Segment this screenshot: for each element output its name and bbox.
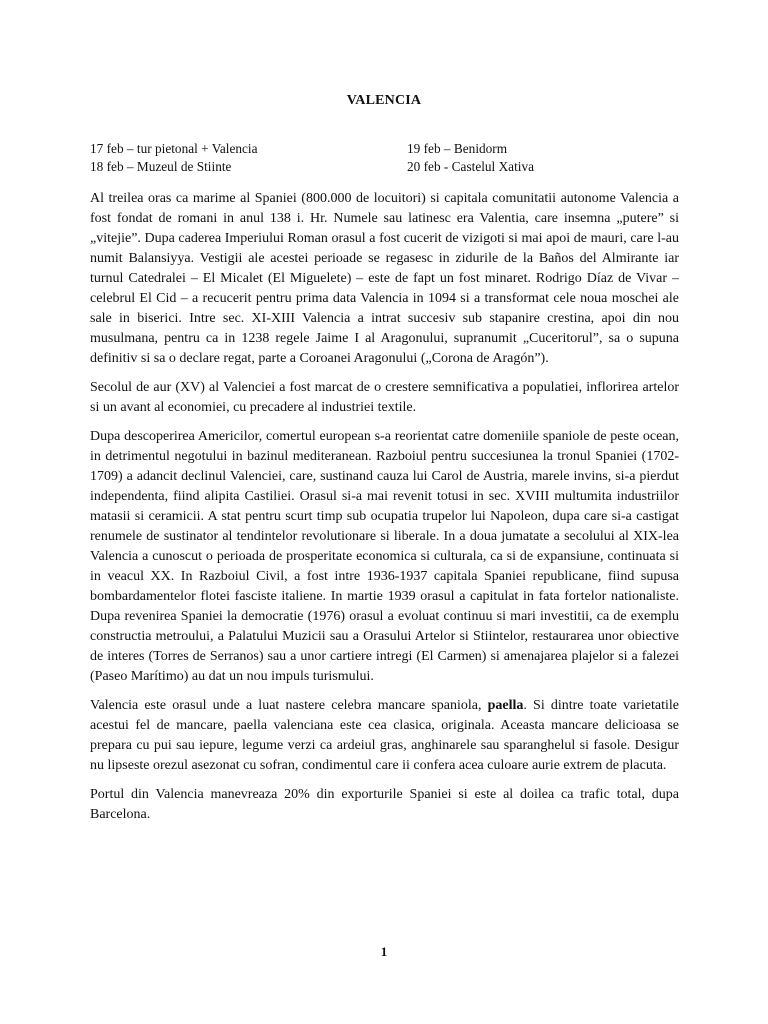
document-body [90, 189, 679, 834]
schedule-row [90, 158, 678, 176]
schedule-item: 17 feb – tur pietonal + Valencia [90, 141, 258, 156]
schedule-item: 20 feb - Castelul Xativa [407, 159, 535, 174]
page-number: 1 [380, 944, 388, 959]
paragraph-golden-age: Secolul de aur (XV) al Valenciei a fost marcat de o crestere semnificativa a populatiei, inflorirea artelor si un avant al economiei, cu precadere al industriei textile. [90, 380, 679, 415]
paragraph-history: Al treilea oras ca marime al Spaniei (800.000 de locuitori) si capitala comunitatii autonome Valencia a fost fondat de romani in anul 138 i. Hr. Numele sau latinesc era Valentia, care insemna „putere” si „vitejie”. Dupa caderea Imperiului Roman orasul a fost cucerit de vizigoti si mai apoi de mauri, care l-au numit Balansiyya. Vestigii ale acestei perioade se regasesc in zidurile de la Baños del Almirante iar turnul Catedralei – El Micalet (El Miguelete) – este de fapt un fost minaret. Rodrigo Díaz de Vivar – celebrul El Cid – a recucerit pentru prima data Valencia in 1094 si a transformat cele noua moschei ale sale in biserici. Intre sec. XI-XIII Valencia a intrat succesiv sub stapanire crestina, apoi din nou musulmana, pentru ca in 1238 regele Jaime I al Aragonului, supranumit „Cuceritorul”, sa o supuna definitiv si sa o declare regat, parte a Coroanei Aragonului („Corona de Aragón”). [90, 191, 679, 366]
paragraph-port: Portul din Valencia manevreaza 20% din exporturile Spaniei si este al doilea ca trafic total, dupa Barcelona. [90, 787, 679, 822]
schedule-row [90, 140, 678, 158]
schedule-item: 18 feb – Muzeul de Stiinte [90, 159, 232, 174]
paella-text-after: . Si dintre toate varietatile acestui fel de mancare, paella valenciana este cea clasica, originala. Aceasta mancare delicioasa se prepara cu pui sau iepure, legume verzi ca ardeiul gras, anghinarele sau sparanghelul si fasole. Desigur nu lipseste orezul asezonat cu sofran, condimentul care ii confera acea culoare aurie extrem de placuta. [90, 698, 679, 773]
paella-bold-word: paella [487, 698, 524, 713]
paragraph-modern-history: Dupa descoperirea Americilor, comertul european s-a reorientat catre domeniile spaniole de peste ocean, in detrimentul negotului in bazinul mediteranean. Razboiul pentru succesiunea la tronul Spaniei (1702-1709) a adancit declinul Valenciei, care, sustinand cauza lui Carol de Austria, marele invins, si-a pierdut independenta, fiind alipita Castiliei. Orasul si-a mai revenit totusi in sec. XVIII multumita industriilor matasii si ceramicii. A stat pentru scurt timp sub ocupatia trupelor lui Napoleon, dupa care si-a castigat renumele de sustinator al tendintelor revolutionare si liberale. In a doua jumatate a secolului al XIX-lea Valencia a cunoscut o perioada de prosperitate economica si culturala, ca si de expansiune, continuata si in veacul XX. In Razboiul Civil, a fost intre 1936-1937 capitala Spaniei republicane, fiind supusa bombardamentelor flotei fasciste italiene. In martie 1939 orasul a capitulat in fata fortelor nationaliste. Dupa revenirea Spaniei la democratie (1976) orasul a evoluat continuu si mari investitii, ca de exemplu constructia metroului, a Palatului Muzicii sau a Orasului Artelor si Stiintelor, restaurarea unor obiective de interes (Torres de Serranos) sau a unor cartiere intregi (El Carmen) si amenajarea plajelor si a falezei (Paseo Marítimo) au dat un nou impuls turismului. [90, 429, 679, 684]
schedule [90, 140, 678, 176]
paella-text-before: Valencia este orasul unde a luat nastere celebra mancare spaniola, [90, 698, 488, 713]
paragraph-paella [90, 696, 679, 776]
document-title: VALENCIA [346, 93, 422, 108]
schedule-item: 19 feb – Benidorm [407, 141, 508, 156]
